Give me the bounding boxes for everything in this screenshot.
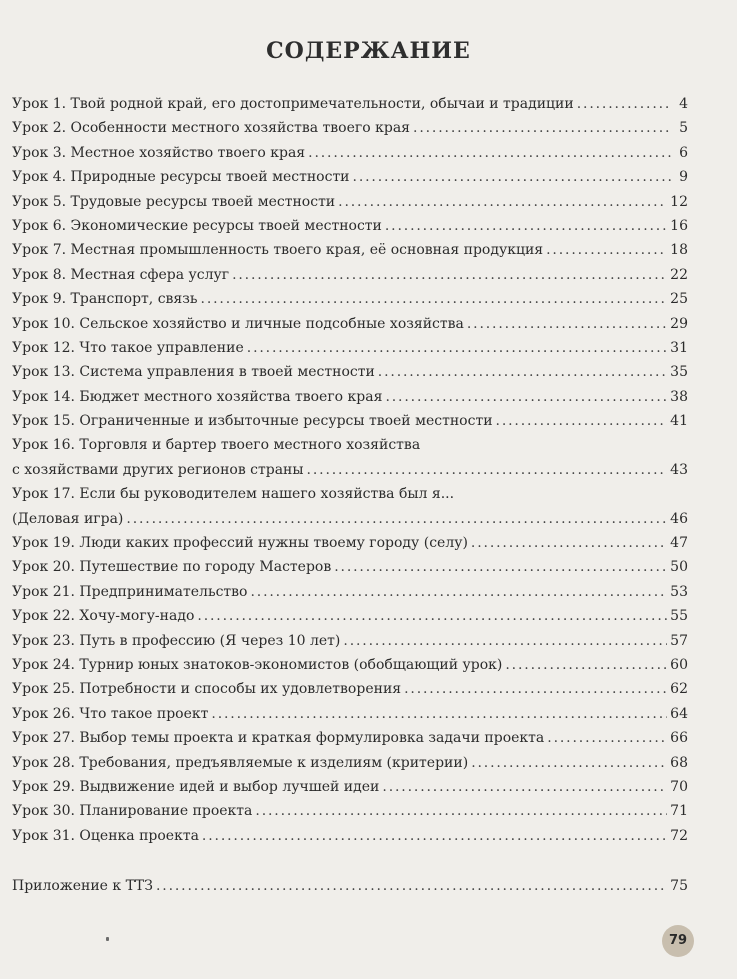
toc-entry-page: 29 xyxy=(670,315,688,332)
toc-leader-dots xyxy=(385,214,667,238)
toc-entry-label: Урок 30. Планирование проекта xyxy=(12,803,253,820)
toc-leader-dots xyxy=(385,385,667,409)
toc-leader-dots xyxy=(156,874,667,898)
toc-entry[interactable] xyxy=(12,677,688,701)
toc-leader-dots xyxy=(496,409,668,433)
toc-entry[interactable] xyxy=(12,799,688,823)
toc-entry[interactable] xyxy=(12,702,688,726)
toc-entry-page: 62 xyxy=(670,681,688,698)
toc-entry-label: Урок 1. Твой родной край, его достопримечательности, обычаи и традиции xyxy=(12,96,574,112)
toc-entry-page: 57 xyxy=(670,632,688,649)
toc-entry[interactable] xyxy=(12,263,688,287)
toc-entry-page: 71 xyxy=(670,803,688,820)
toc-entry-label: с хозяйствами других регионов страны xyxy=(12,461,304,478)
toc-entry[interactable] xyxy=(12,287,688,311)
toc-entry[interactable] xyxy=(12,409,688,433)
toc-entry-label: Урок 24. Турнир юных знатоков-экономистов (обобщающий урок) xyxy=(12,656,503,673)
toc-leader-dots xyxy=(343,629,667,653)
toc-gap xyxy=(12,848,688,874)
toc-entry[interactable] xyxy=(12,653,688,677)
toc-entry-label: Урок 23. Путь в профессию (Я через 10 лет) xyxy=(12,632,341,649)
toc-entry-page: 18 xyxy=(670,242,688,259)
toc-leader-dots xyxy=(378,360,667,384)
toc-entry[interactable] xyxy=(12,726,688,750)
toc-entry-label: Урок 7. Местная промышленность твоего края, её основная продукция xyxy=(12,242,544,259)
toc-leader-dots xyxy=(338,190,667,214)
toc-entry[interactable] xyxy=(12,165,688,189)
toc-entry[interactable] xyxy=(12,385,688,409)
toc-entry[interactable] xyxy=(12,751,688,775)
toc-entry-page: 68 xyxy=(670,754,688,771)
toc-entry[interactable] xyxy=(12,336,688,360)
toc-entry[interactable] xyxy=(12,824,688,848)
toc-entry[interactable] xyxy=(12,116,688,140)
toc-entry-label: Урок 25. Потребности и способы их удовлетворения xyxy=(12,681,402,698)
toc-entry[interactable] xyxy=(12,238,688,262)
toc-leader-dots xyxy=(202,824,667,848)
toc-entry-page: 5 xyxy=(679,120,688,137)
toc-entry-page: 6 xyxy=(679,144,688,161)
toc-entry[interactable] xyxy=(12,531,688,555)
toc-entry[interactable] xyxy=(12,775,688,799)
toc-entry[interactable] xyxy=(12,458,688,482)
toc-entry-label: Урок 14. Бюджет местного хозяйства твоего края xyxy=(12,388,383,405)
toc-entry[interactable] xyxy=(12,190,688,214)
paper-speck xyxy=(106,937,109,941)
toc-entry-first-line[interactable] xyxy=(12,482,688,506)
toc-entry[interactable] xyxy=(12,580,688,604)
toc-entry-page: 4 xyxy=(679,96,688,112)
toc-leader-dots xyxy=(197,604,667,628)
toc-leader-dots xyxy=(307,458,668,482)
page-title: СОДЕРЖАНИЕ xyxy=(266,38,471,64)
toc-leader-dots xyxy=(334,555,667,579)
toc-entry-label: Урок 19. Люди каких профессий нужны твоему городу (селу) xyxy=(12,535,468,552)
toc-leader-dots xyxy=(546,238,667,262)
toc-leader-dots xyxy=(404,677,667,701)
toc-leader-dots xyxy=(250,580,667,604)
toc-entries xyxy=(12,92,688,848)
toc-entry-page: 43 xyxy=(670,461,688,478)
toc-entry[interactable] xyxy=(12,141,688,165)
toc-leader-dots xyxy=(577,92,671,116)
toc-entry-label: Урок 20. Путешествие по городу Мастеров xyxy=(12,559,332,576)
toc-leader-dots xyxy=(308,141,671,165)
toc-entry-label: Урок 6. Экономические ресурсы твоей местности xyxy=(12,217,382,234)
toc-entry-page: 70 xyxy=(670,778,688,795)
toc-entry-label: Урок 21. Предпринимательство xyxy=(12,583,248,600)
toc-entry-label: Урок 27. Выбор темы проекта и краткая формулировка задачи проекта xyxy=(12,730,545,747)
toc-entry[interactable] xyxy=(12,214,688,238)
toc-leader-dots xyxy=(353,165,671,189)
toc-entry-first-line[interactable] xyxy=(12,433,688,457)
toc-entry-label: Урок 9. Транспорт, связь xyxy=(12,291,198,308)
toc-entry-label: Урок 12. Что такое управление xyxy=(12,339,244,356)
toc-entry-label: Урок 31. Оценка проекта xyxy=(12,827,199,844)
toc-entry-page: 55 xyxy=(670,608,688,625)
toc-entry-label: Урок 4. Природные ресурсы твоей местности xyxy=(12,169,350,186)
toc-entry-label: Урок 13. Система управления в твоей местности xyxy=(12,364,375,381)
toc-entry-page: 47 xyxy=(670,535,688,552)
toc-entry[interactable] xyxy=(12,604,688,628)
toc-entry[interactable] xyxy=(12,629,688,653)
toc-entry-page: 16 xyxy=(670,217,688,234)
toc-entry-page: 50 xyxy=(670,559,688,576)
toc-entry-page: 35 xyxy=(670,364,688,381)
toc-leader-dots xyxy=(471,751,667,775)
toc-entry-label: Урок 26. Что такое проект xyxy=(12,705,209,722)
table-of-contents xyxy=(12,92,688,899)
toc-appendix[interactable] xyxy=(12,874,688,898)
toc-entry-label: Урок 15. Ограниченные и избыточные ресурсы твоей местности xyxy=(12,413,493,430)
toc-entry-page: 72 xyxy=(670,827,688,844)
toc-entry-page: 31 xyxy=(670,339,688,356)
toc-leader-dots xyxy=(547,726,667,750)
toc-entry-label: Урок 10. Сельское хозяйство и личные подсобные хозяйства xyxy=(12,315,464,332)
toc-entry-page: 22 xyxy=(670,266,688,283)
toc-entry-label: Урок 5. Трудовые ресурсы твоей местности xyxy=(12,193,336,210)
toc-entry-page: 64 xyxy=(670,705,688,722)
toc-leader-dots xyxy=(471,531,667,555)
toc-entry[interactable] xyxy=(12,555,688,579)
toc-leader-dots xyxy=(201,287,668,311)
toc-entry-page: 9 xyxy=(679,169,688,186)
toc-entry[interactable] xyxy=(12,507,688,531)
toc-entry-page: 25 xyxy=(670,291,688,308)
toc-entry-page: 53 xyxy=(670,583,688,600)
toc-leader-dots xyxy=(247,336,667,360)
toc-entry[interactable] xyxy=(12,312,688,336)
toc-entry-page: 38 xyxy=(670,388,688,405)
toc-leader-dots xyxy=(467,312,667,336)
toc-leader-dots xyxy=(255,799,667,823)
toc-appendix-label: Приложение к ТТЗ xyxy=(12,878,153,895)
toc-entry-page: 46 xyxy=(670,510,688,527)
toc-entry[interactable] xyxy=(12,360,688,384)
toc-entry-page: 41 xyxy=(670,413,688,430)
toc-entry-label: Урок 3. Местное хозяйство твоего края xyxy=(12,144,306,161)
toc-entry-page: 66 xyxy=(670,730,688,747)
toc-leader-dots xyxy=(232,263,667,287)
toc-leader-dots xyxy=(126,507,667,531)
toc-entry-label: Урок 2. Особенности местного хозяйства твоего края xyxy=(12,120,411,137)
toc-entry-label: Урок 8. Местная сфера услуг xyxy=(12,266,230,283)
toc-leader-dots xyxy=(211,702,667,726)
toc-entry-label: Урок 29. Выдвижение идей и выбор лучшей идеи xyxy=(12,778,380,795)
toc-entry-page: 60 xyxy=(670,656,688,673)
toc-appendix-page: 75 xyxy=(670,878,688,895)
toc-entry-label: Урок 17. Если бы руководителем нашего хозяйства был я... xyxy=(12,486,455,503)
page-number-badge: 79 xyxy=(662,925,694,957)
toc-entry-label: (Деловая игра) xyxy=(12,510,124,527)
toc-entry-label: Урок 22. Хочу-могу-надо xyxy=(12,608,195,625)
toc-leader-dots xyxy=(505,653,667,677)
toc-entry-page: 12 xyxy=(670,193,688,210)
toc-entry[interactable] xyxy=(12,92,688,116)
toc-leader-dots xyxy=(382,775,667,799)
toc-entry-label: Урок 28. Требования, предъявляемые к изделиям (критерии) xyxy=(12,754,469,771)
toc-entry-label: Урок 16. Торговля и бартер твоего местного хозяйства xyxy=(12,437,421,454)
toc-leader-dots xyxy=(413,116,671,140)
